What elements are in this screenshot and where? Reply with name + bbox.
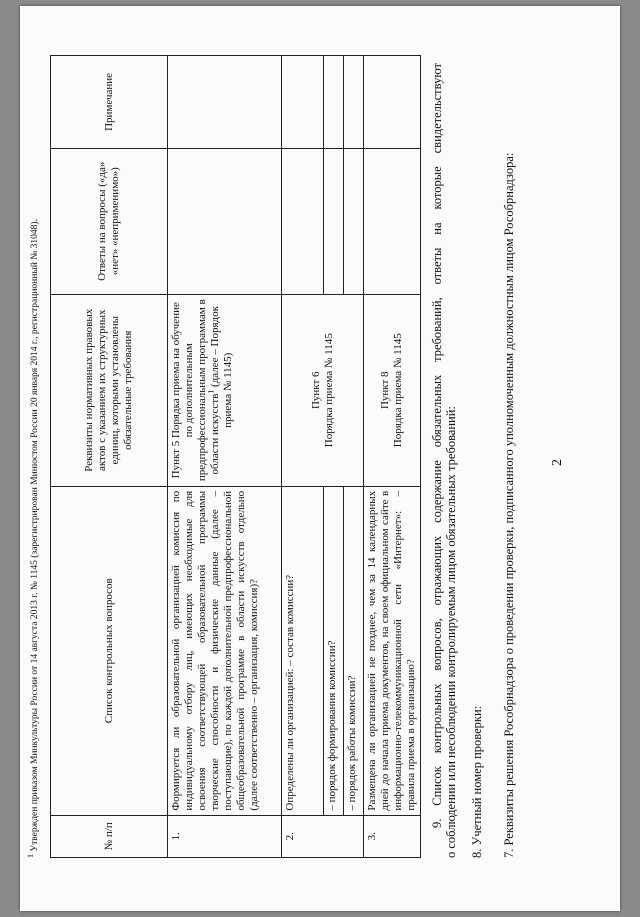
- row-2c-note[interactable]: [344, 56, 364, 149]
- row-3-question: Размещена ли организацией не позднее, чем за 14 календарных дней до начала приема документов, на своем официальном сайте в информационно-телекоммуникационной сети «Интернет»: – правила приема в организацию?: [364, 486, 421, 815]
- item-8-inspection-number: 8. Учетный номер проверки:: [470, 705, 484, 858]
- row-1-reference-text: Пункт 5 Порядка приема на обучение по дополнительным предпрофессиональным программам в области искусств: [170, 299, 221, 482]
- table-header-row: [51, 56, 168, 858]
- row-3-reference-bottom: Порядка приема № 1145: [392, 333, 404, 448]
- row-1-note[interactable]: [168, 56, 282, 149]
- row-3-note[interactable]: [364, 56, 421, 149]
- item-9-line-2: о соблюдении или несоблюдении контролируемым лицом обязательных требований:: [444, 406, 458, 858]
- row-2-question: Определены ли организацией: – состав комиссии?: [282, 486, 324, 815]
- header-answers: Ответы на вопросы («да» «нет» «неприменимо»): [51, 148, 168, 294]
- row-1-answer[interactable]: [168, 148, 282, 294]
- table-row: [282, 56, 324, 858]
- item-9-intro: [430, 63, 458, 858]
- row-2b-question: – порядок формирования комиссии?: [324, 486, 344, 815]
- row-2-note[interactable]: [282, 56, 324, 149]
- footnote-number: 1: [25, 854, 35, 858]
- checklist-table: [50, 55, 421, 858]
- row-3-answer[interactable]: [364, 148, 421, 294]
- table-row: [168, 56, 282, 858]
- row-3-reference: [364, 294, 421, 486]
- rotated-page-content: [25, 6, 600, 886]
- item-7-decision-details: 7. Реквизиты решения Рособрнадзора о проведении проверки, подписанного уполномоченным должностным лицом Рособрнадзора:: [502, 152, 516, 858]
- row-2-reference: [282, 294, 364, 486]
- row-2-reference-top: Пункт 6: [309, 371, 322, 410]
- footnote-text: Утвержден приказом Минкультуры России от 14 августа 2013 г. № 1145 (зарегистрирован Минюстом России 20 января 2014 г., регистрационный № 31048).: [30, 219, 40, 854]
- item-9-line-1: 9. Список контрольных вопросов, отражающих содержание обязательных требований, ответы на которые свидетельствуют: [430, 63, 444, 828]
- row-2c-answer[interactable]: [344, 148, 364, 294]
- row-3-num: 3.: [364, 815, 421, 857]
- footnote: [25, 219, 40, 858]
- row-2-reference-bottom: Порядка приема № 1145: [322, 333, 335, 448]
- row-1-question: Формируется ли образовательной организацией комиссия по индивидуальному отбору лиц, имеющих необходимые для освоения соответствующей образовательной программы творческие способности и физические данные (далее – поступающие), по каждой дополнительной предпрофессиональной общеобразовательной программе в области искусств отдельно (далее соответственно – организация, комиссия)?: [168, 486, 282, 815]
- row-2c-question: – порядок работы комиссии?: [344, 486, 364, 815]
- row-1-reference-tail: (далее – Порядок приема № 1145): [209, 306, 234, 428]
- row-1-reference: [168, 294, 282, 486]
- table-row: [364, 56, 421, 858]
- row-3-reference-top: Пункт 8: [379, 371, 391, 410]
- header-num: № п/п: [51, 815, 168, 857]
- document-page: [20, 6, 620, 911]
- row-2b-note[interactable]: [324, 56, 344, 149]
- header-references: Реквизиты нормативных правовых актов с указанием их структурных единиц, которыми установлены обязательные требования: [51, 294, 168, 486]
- row-2-num: 2.: [282, 815, 364, 857]
- row-2b-answer[interactable]: [324, 148, 344, 294]
- row-1-num: 1.: [168, 815, 282, 857]
- header-note: Примечание: [51, 56, 168, 149]
- header-questions: Список контрольных вопросов: [51, 486, 168, 815]
- page-number: 2: [550, 459, 565, 466]
- footnote-marker: 1: [206, 389, 216, 394]
- row-2-answer[interactable]: [282, 148, 324, 294]
